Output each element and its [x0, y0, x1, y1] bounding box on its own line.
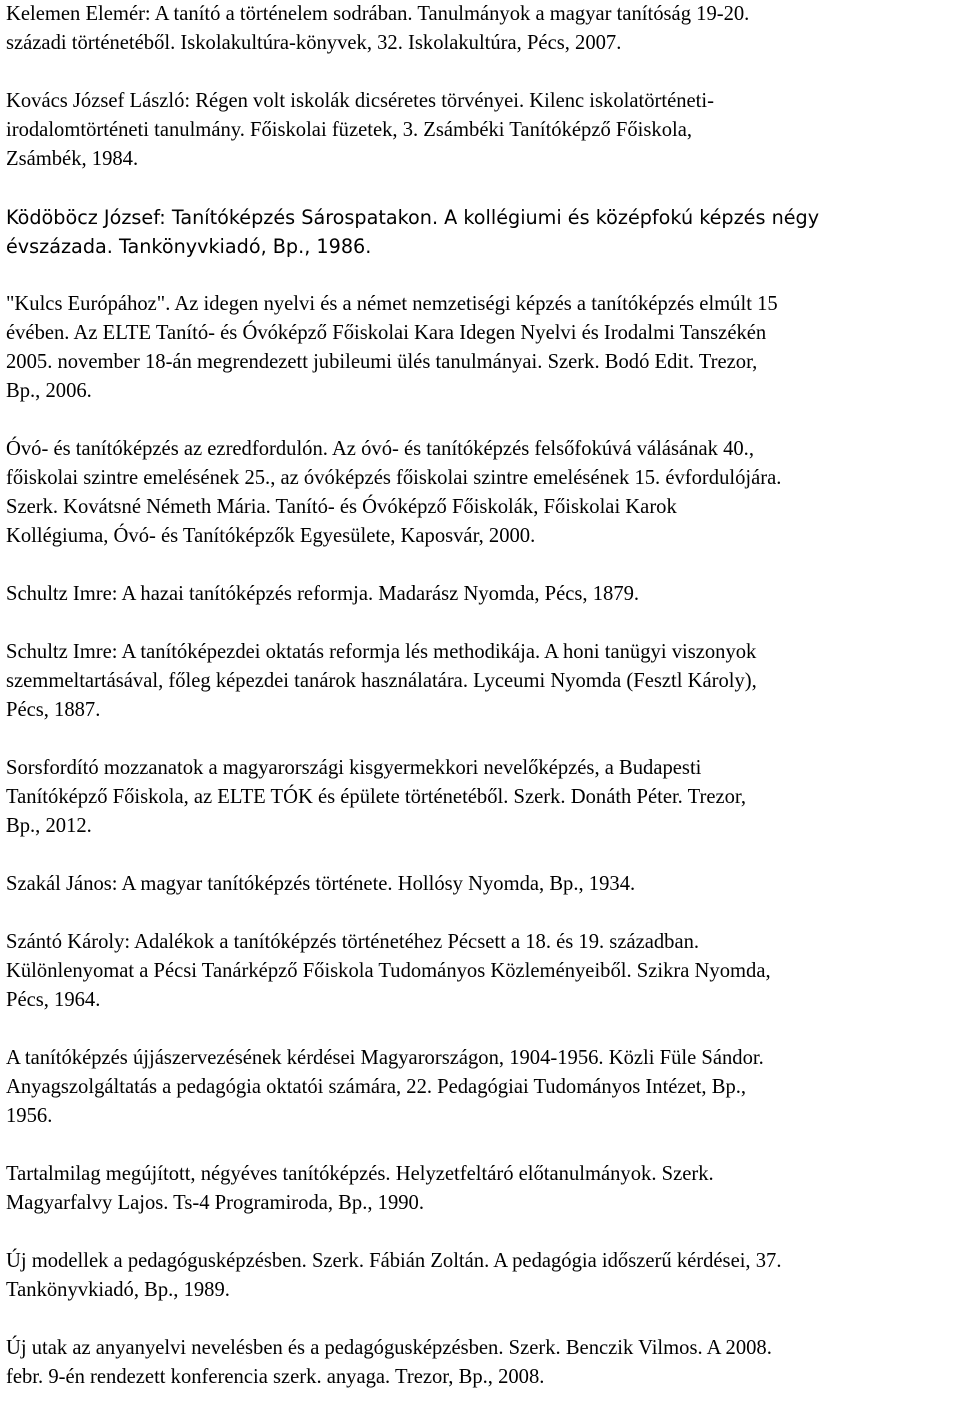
- bibliography-entry: Schultz Imre: A tanítóképezdei oktatás reformja lés methodikája. A honi tanügyi viszonyok szemmeltartásával, főleg képezdei tanárok használatára. Lyceumi Nyomda (Fesztl Károly), Pécs, 1887.: [6, 641, 757, 721]
- bibliography-entry: Óvó- és tanítóképzés az ezredfordulón. Az óvó- és tanítóképzés felsőfokúvá válásának 40., főiskolai szintre emelésének 25., az óvóképzés főiskolai szintre emelésének 15. évfordulójára. Szerk. Kovátsné Németh Mária. Tanító- és Óvóképző Főiskolák, Főiskolai Karok Kollégiuma, Óvó- és Tanítóképzők Egyesülete, Kaposvár, 2000.: [6, 438, 782, 547]
- bibliography-entry: Schultz Imre: A hazai tanítóképzés reformja. Madarász Nyomda, Pécs, 1879.: [6, 583, 640, 605]
- bibliography-entry: Szakál János: A magyar tanítóképzés története. Hollósy Nyomda, Bp., 1934.: [6, 873, 636, 895]
- bibliography-list: [6, 0, 956, 1421]
- bibliography-entry: Tartalmilag megújított, négyéves tanítóképzés. Helyzetfeltáró előtanulmányok. Szerk. Magyarfalvy Lajos. Ts-4 Programiroda, Bp., 1990.: [6, 1163, 714, 1214]
- bibliography-entry: Ködöböcz József: Tanítóképzés Sárospatakon. A kollégiumi és középfokú képzés négy évszázada. Tankönyvkiadó, Bp., 1986.: [6, 206, 820, 258]
- bibliography-entry: Szántó Károly: Adalékok a tanítóképzés történetéhez Pécsett a 18. és 19. században. Különlenyomat a Pécsi Tanárképző Főiskola Tudományos Közleményeiből. Szikra Nyomda, Pécs, 1964.: [6, 931, 771, 1011]
- bibliography-entry: Kelemen Elemér: A tanító a történelem sodrában. Tanulmányok a magyar tanítóság 19-20. századi történetéből. Iskolakultúra-könyvek, 32. Iskolakultúra, Pécs, 2007.: [6, 3, 750, 54]
- bibliography-entry: Új modellek a pedagógusképzésben. Szerk. Fábián Zoltán. A pedagógia időszerű kérdései, 37. Tankönyvkiadó, Bp., 1989.: [6, 1250, 782, 1301]
- bibliography-entry: Kovács József László: Régen volt iskolák dicséretes törvényei. Kilenc iskolatörténeti- irodalomtörténeti tanulmány. Főiskolai füzetek, 3. Zsámbéki Tanítóképző Főiskola, Zsámbék, 1984.: [6, 90, 714, 170]
- bibliography-entry: Új utak az anyanyelvi nevelésben és a pedagógusképzésben. Szerk. Benczik Vilmos. A 2008. febr. 9-én rendezett konferencia szerk. anyaga. Trezor, Bp., 2008.: [6, 1337, 772, 1388]
- bibliography-entry: A tanítóképzés újjászervezésének kérdései Magyarországon, 1904-1956. Közli Füle Sándor. Anyagszolgáltatás a pedagógia oktatói számára, 22. Pedagógiai Tudományos Intézet, Bp., 1956.: [6, 1047, 764, 1127]
- bibliography-entry: Sorsfordító mozzanatok a magyarországi kisgyermekkori nevelőképzés, a Budapesti Tanítóképző Főiskola, az ELTE TÓK és épülete történetéből. Szerk. Donáth Péter. Trezor, Bp., 2012.: [6, 757, 747, 837]
- bibliography-entry: "Kulcs Európához". Az idegen nyelvi és a német nemzetiségi képzés a tanítóképzés elmúlt 15 évében. Az ELTE Tanító- és Óvóképző Főiskolai Kara Idegen Nyelvi és Irodalmi Tanszékén 2005. november 18-án megrendezett jubileumi ülés tanulmányai. Szerk. Bodó Edit. Trezor, Bp., 2006.: [6, 293, 778, 402]
